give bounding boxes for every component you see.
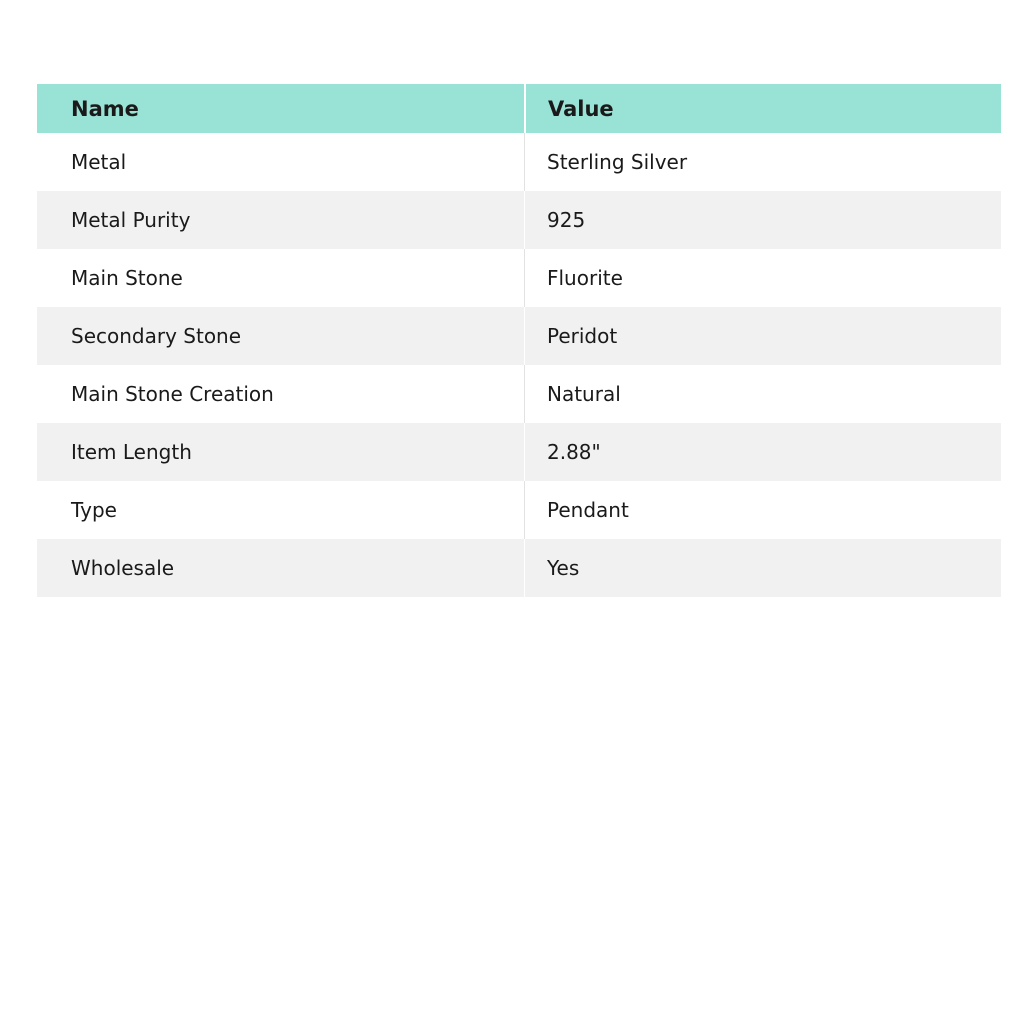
table-cell-value: Natural (524, 365, 1001, 423)
table-row (37, 307, 1001, 365)
header-cell-value: Value (524, 84, 1001, 133)
table-row (37, 539, 1001, 597)
table-cell-name: Main Stone (37, 249, 524, 307)
table-row (37, 191, 1001, 249)
table-cell-name: Item Length (37, 423, 524, 481)
table-row (37, 133, 1001, 191)
table-row (37, 365, 1001, 423)
table-cell-name: Main Stone Creation (37, 365, 524, 423)
product-spec-table (37, 84, 1001, 597)
table-row (37, 249, 1001, 307)
table-cell-value: Fluorite (524, 249, 1001, 307)
table-body (37, 133, 1001, 597)
table-cell-value: Pendant (524, 481, 1001, 539)
table-row (37, 481, 1001, 539)
table-cell-value: Peridot (524, 307, 1001, 365)
table-cell-value: Sterling Silver (524, 133, 1001, 191)
table-cell-name: Wholesale (37, 539, 524, 597)
table-cell-name: Metal (37, 133, 524, 191)
table-cell-name: Metal Purity (37, 191, 524, 249)
header-cell-name: Name (37, 84, 524, 133)
table-cell-name: Secondary Stone (37, 307, 524, 365)
table-cell-value: Yes (524, 539, 1001, 597)
table-cell-value: 925 (524, 191, 1001, 249)
table-row (37, 423, 1001, 481)
table-cell-value: 2.88" (524, 423, 1001, 481)
table-header-row (37, 84, 1001, 133)
table-cell-name: Type (37, 481, 524, 539)
